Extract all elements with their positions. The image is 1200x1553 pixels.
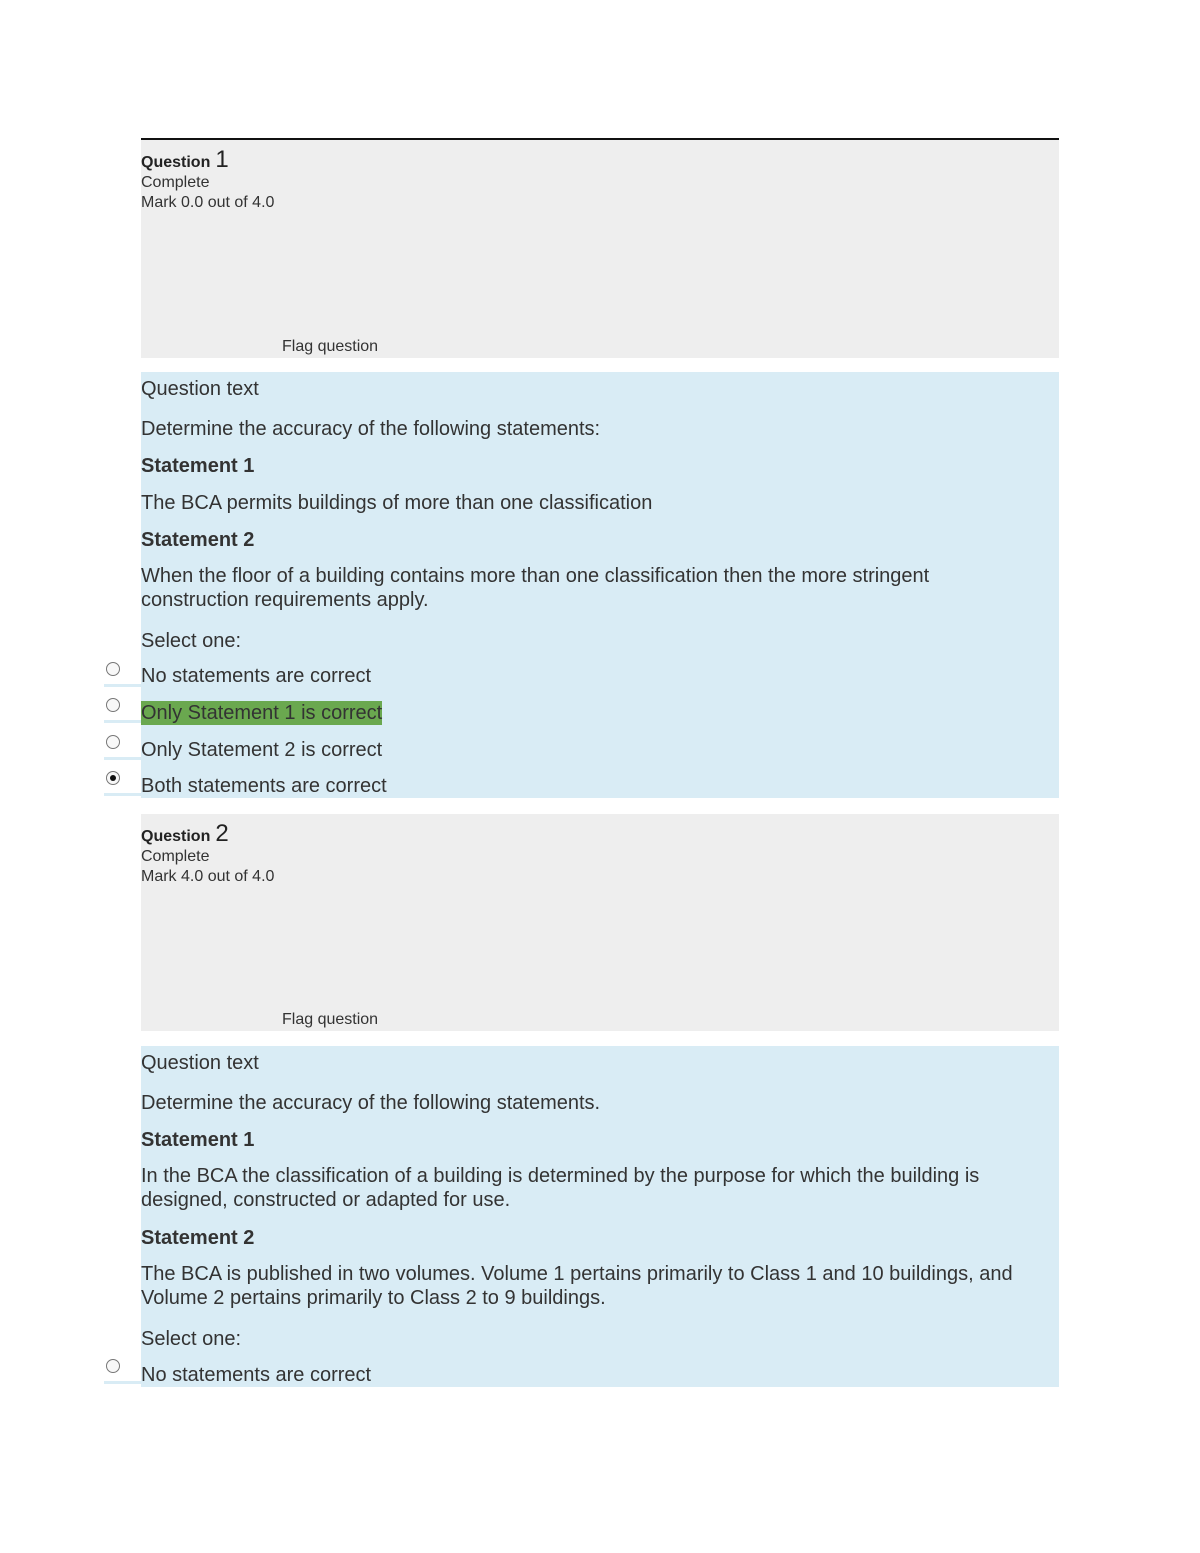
question-number: 1 [215,146,229,173]
answer-option-label[interactable]: No statements are correct [141,1364,372,1386]
question-word: Question [141,154,211,171]
answer-radio-selected[interactable] [104,771,144,801]
question-grade: Mark 0.0 out of 4.0 [141,194,275,211]
question-2-content [141,1046,1059,1387]
answer-radio[interactable] [104,662,144,692]
question-word: Question [141,828,211,845]
question-1-content [141,372,1059,798]
question-state: Complete [141,848,210,865]
question-state: Complete [141,174,210,191]
question-2-info [141,814,1059,1031]
flag-question-link[interactable]: Flag question [282,1011,379,1028]
statement-1-heading: Statement 1 [141,455,255,477]
radio-button-icon[interactable] [106,662,120,676]
question-text-heading: Question text [141,1052,259,1074]
radio-button-checked-icon[interactable] [106,771,120,785]
statement-1-text: The BCA permits buildings of more than one classification [141,492,653,514]
question-intro: Determine the accuracy of the following statements: [141,418,601,440]
select-one-prompt: Select one: [141,630,242,652]
question-grade: Mark 4.0 out of 4.0 [141,868,275,885]
question-1-info [141,140,1059,358]
answer-option-label[interactable]: No statements are correct [141,665,372,687]
statement-2-text: The BCA is published in two volumes. Volume 1 pertains primarily to Class 1 and 10 buildings, and Volume 2 pertains primarily to Class 2 to 9 buildings. [141,1263,1013,1309]
question-text-heading: Question text [141,378,259,400]
radio-button-icon[interactable] [106,1359,120,1373]
answer-option-label[interactable]: Both statements are correct [141,775,387,797]
question-number: 2 [215,820,229,847]
question-1-label [141,146,229,174]
statement-2-heading: Statement 2 [141,529,255,551]
answer-radio[interactable] [104,1359,144,1389]
answer-radio[interactable] [104,698,144,728]
answer-option-label-correct[interactable]: Only Statement 1 is correct [141,702,383,724]
question-intro: Determine the accuracy of the following statements. [141,1092,601,1114]
radio-button-icon[interactable] [106,698,120,712]
select-one-prompt: Select one: [141,1328,242,1350]
radio-button-icon[interactable] [106,735,120,749]
statement-2-text: When the floor of a building contains more than one classification then the more stringent construction requirements apply. [141,565,930,611]
statement-2-heading: Statement 2 [141,1227,255,1249]
statement-1-text: In the BCA the classification of a building is determined by the purpose for which the building is designed, constructed or adapted for use. [141,1165,980,1211]
flag-question-link[interactable]: Flag question [282,338,379,355]
answer-radio[interactable] [104,735,144,765]
question-2-label [141,820,229,848]
answer-option-label[interactable]: Only Statement 2 is correct [141,739,383,761]
statement-1-heading: Statement 1 [141,1129,255,1151]
